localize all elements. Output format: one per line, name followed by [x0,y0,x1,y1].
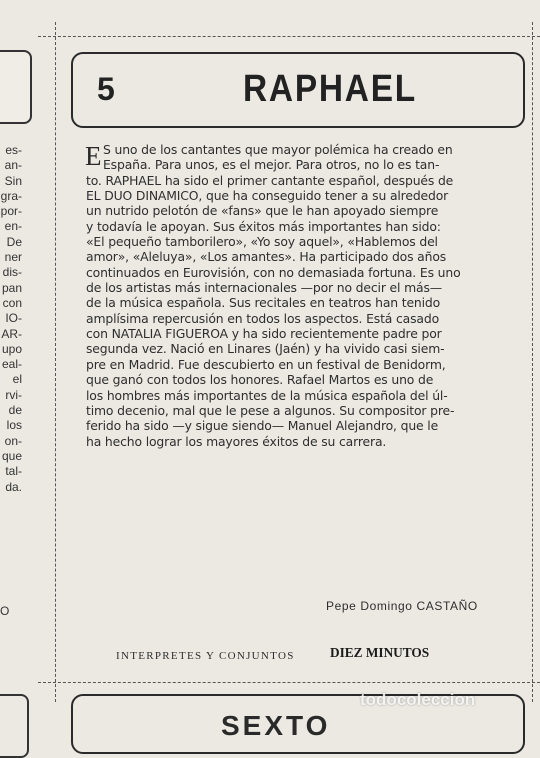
left-column-fragment: De [6,234,22,249]
left-column-fragment: pan [1,280,22,295]
body-line: con NATALIA FIGUEROA y ha sido recientemente padre por [86,326,442,342]
left-column-fragment: rvi- [5,387,22,402]
cut-line-bottom [38,682,540,683]
left-neighbour-next-card [0,694,29,758]
left-column-fragment: por- [0,204,22,219]
left-column-fragment: con [2,295,22,310]
left-column-fragment: dis- [2,265,22,280]
body-line: un nutrido pelotón de «fans» que le han apoyado siempre [86,203,439,219]
card-header [71,52,525,128]
magazine-brand: DIEZ MINUTOS [330,646,430,661]
card-number: 5 [97,71,115,107]
next-card-title: SEXTO [221,710,331,741]
series-label: INTERPRETES Y CONJUNTOS [116,650,295,662]
body-line: «El pequeño tamborilero», «Yo soy aquel», «Hablemos del [86,234,438,250]
left-column-fragment: tal- [5,464,22,479]
body-line: que ganó con todos los honores. Rafael Martos es uno de [86,372,434,388]
body-line: EL DUO DINAMICO, que ha conseguido tener a su alrededor [86,188,449,204]
body-line: ha hecho lograr los mayores éxitos de su carrera. [86,433,387,449]
left-column-fragment: an- [4,158,22,173]
left-column-fragment: Sin [4,173,22,188]
left-column-fragment: da. [5,479,22,494]
body-line: ferido ha sido —y sigue siendo— Manuel Alejandro, que le [86,418,439,434]
left-column-fragment: que [1,448,22,463]
left-neighbour-bottom-fragment: O [0,604,10,618]
body-line: to. RAPHAEL ha sido el primer cantante español, después de [86,172,454,188]
body-line: amor», «Aleluya», «Los amantes». Ha participado dos años [86,249,447,265]
left-column-fragment: IO- [5,311,22,326]
left-column-fragment: on- [4,433,22,448]
left-column-fragment: es- [5,143,22,157]
body-line: España. Para unos, es el mejor. Para otros, no lo es tan- [103,157,440,173]
left-column-fragment: el [12,372,22,387]
left-neighbour-text-column [0,143,22,495]
body-line: y todavía le apoyan. Sus éxitos más importantes han sido: [86,218,441,234]
left-column-fragment: gra- [0,188,22,203]
author-credit: Pepe Domingo CASTAÑO [326,599,478,613]
body-line: pre en Madrid. Fue descubierto en un festival de Benidorm, [86,356,446,372]
left-neighbour-card-header [0,50,32,124]
body-line: segunda vez. Nació en Linares (Jaén) y ha vivido casi siem- [86,341,445,357]
left-column-fragment: los [6,418,22,433]
card-body-text [86,142,521,449]
left-column-fragment: de [8,403,22,418]
left-column-fragment: ner [4,250,22,265]
body-line: continuados en Eurovisión, con no demasiada fortuna. Es uno [86,264,461,280]
drop-cap: E [85,141,102,171]
cut-line-top [38,36,540,37]
card-title: RAPHAEL [243,68,417,110]
body-line: de la música española. Sus recitales en teatros han tenido [86,295,441,311]
left-column-fragment: upo [1,341,22,356]
cut-line-right [532,22,533,702]
body-line: timo decenio, mal que le pese a algunos. Su compositor pre- [86,402,455,418]
cut-line-left [55,22,56,702]
left-column-fragment: en- [4,219,22,234]
left-column-fragment: eal- [1,357,22,372]
body-line: S uno de los cantantes que mayor polémica ha creado en [103,142,453,157]
body-line: amplísima repercusión en todos los aspectos. Está casado [86,310,440,326]
watermark: todocoleccion [360,690,476,709]
body-line: de los artistas más internacionales —por no decir el más— [86,280,443,296]
body-line: los hombres más importantes de la música española del úl- [86,387,448,403]
left-column-fragment: AR- [1,326,22,341]
